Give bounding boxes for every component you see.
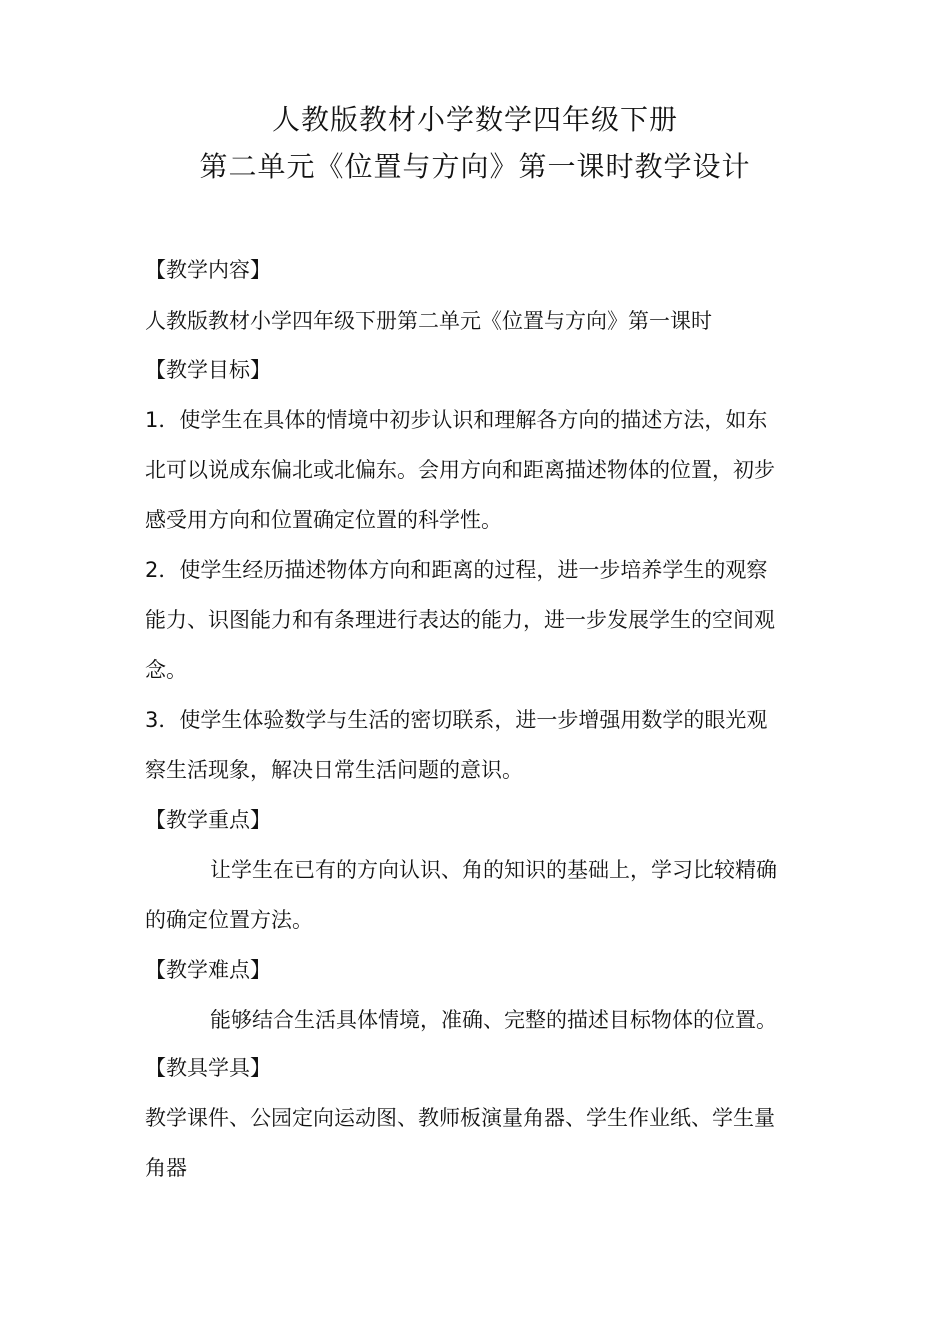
content-heading: 【教学内容】 [145,258,271,282]
document-title-line-1: 人教版教材小学数学四年级下册 [271,103,678,136]
objective-3-line-2: 察生活现象，解决日常生活问题的意识。 [145,758,523,782]
objective-1-line-3: 感受用方向和位置确定位置的科学性。 [145,508,502,532]
difficulties-heading: 【教学难点】 [145,958,271,982]
objective-2-line-3: 念。 [145,658,187,682]
objectives-heading: 【教学目标】 [145,358,271,382]
objective-2-line-1: 2．使学生经历描述物体方向和距离的过程，进一步培养学生的观察 [145,558,768,582]
materials-heading: 【教具学具】 [145,1056,271,1080]
difficulties-text: 能够结合生活具体情境，准确、完整的描述目标物体的位置。 [210,1008,777,1032]
materials-line-2: 角器 [145,1156,187,1180]
materials-line-1: 教学课件、公园定向运动图、教师板演量角器、学生作业纸、学生量 [145,1106,775,1130]
objective-2-line-2: 能力、识图能力和有条理进行表达的能力，进一步发展学生的空间观 [145,608,775,632]
objective-1-line-1: 1．使学生在具体的情境中初步认识和理解各方向的描述方法，如东 [145,408,768,432]
objective-1-line-2: 北可以说成东偏北或北偏东。会用方向和距离描述物体的位置，初步 [145,458,775,482]
document-title-line-2: 第二单元《位置与方向》第一课时教学设计 [199,150,751,183]
key-points-line-2: 的确定位置方法。 [145,908,313,932]
objective-3-line-1: 3．使学生体验数学与生活的密切联系，进一步增强用数学的眼光观 [145,708,768,732]
content-text: 人教版教材小学四年级下册第二单元《位置与方向》第一课时 [145,309,712,333]
key-points-line-1: 让学生在已有的方向认识、角的知识的基础上，学习比较精确 [210,858,777,882]
key-points-heading: 【教学重点】 [145,808,271,832]
